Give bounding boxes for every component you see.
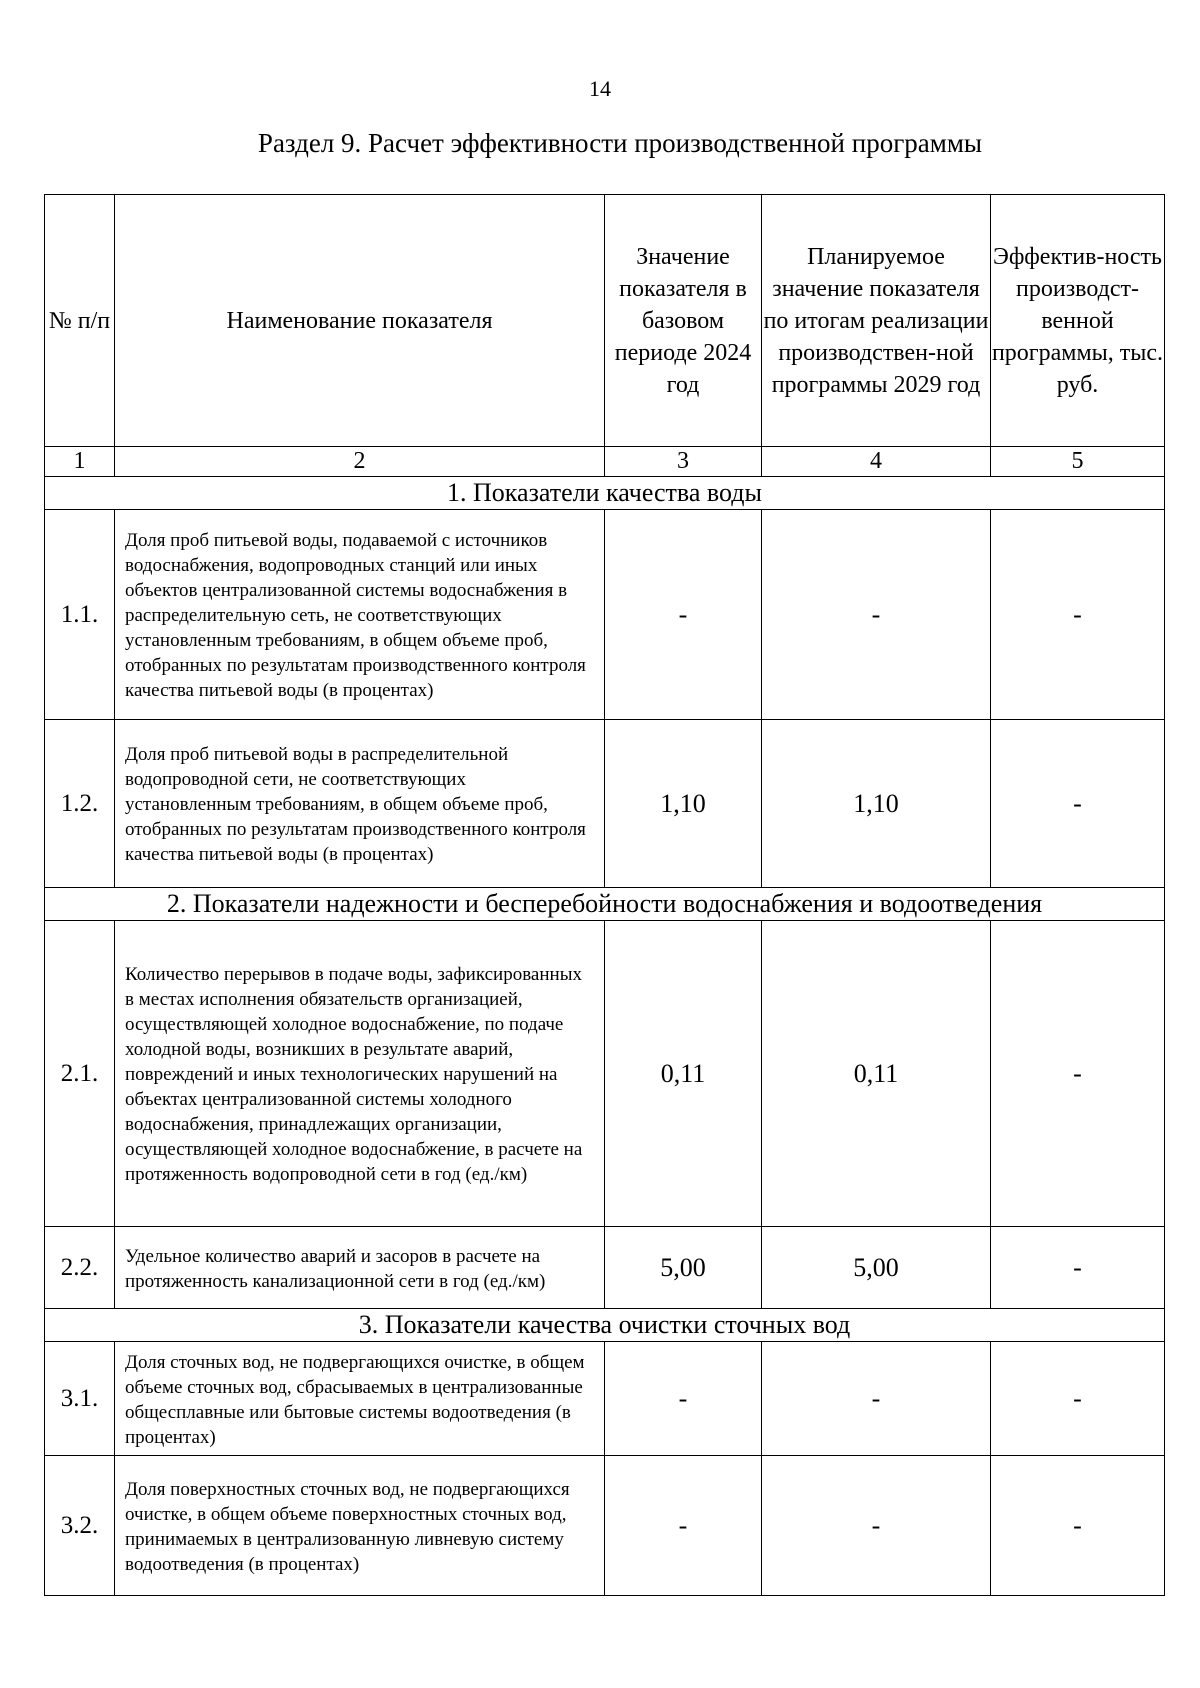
efficiency-table [44,194,1165,1596]
plan-value: - [762,1456,991,1596]
row-index: 3.2. [45,1456,115,1596]
section-title: Раздел 9. Расчет эффективности производственной программы [257,128,983,158]
effect-value: - [991,1456,1165,1596]
plan-value: 0,11 [762,921,991,1227]
plan-value: 5,00 [762,1227,991,1309]
indicator-name: Доля проб питьевой воды, подаваемой с источников водоснабжения, водопроводных станций или иных объектов централизованной системы водоснабжения в распределительную сеть, не соответствующих установленным требованиям, в общем объеме проб, отобранных по результатам производственного контроля качества питьевой воды (в процентах) [115,510,605,720]
table-row [45,1456,1165,1596]
group-row [45,1309,1165,1342]
column-number: 4 [762,447,991,477]
group-title: 2. Показатели надежности и бесперебойности водоснабжения и водоотведения [45,888,1165,921]
group-row [45,888,1165,921]
base-value: 1,10 [605,720,762,888]
group-title: 3. Показатели качества очистки сточных вод [45,1309,1165,1342]
header-cell: Значение показателя в базовом периоде 2024 год [605,195,762,447]
page-number: 14 [589,76,611,101]
group-title: 1. Показатели качества воды [45,477,1165,510]
column-number: 5 [991,447,1165,477]
column-number-row [45,447,1165,477]
table-row [45,1342,1165,1456]
row-index: 1.2. [45,720,115,888]
table-row [45,720,1165,888]
row-index: 1.1. [45,510,115,720]
group-row [45,477,1165,510]
base-value: - [605,1342,762,1456]
row-index: 3.1. [45,1342,115,1456]
effect-value: - [991,720,1165,888]
table-row [45,921,1165,1227]
base-value: 5,00 [605,1227,762,1309]
header-cell: Наименование показателя [115,195,605,447]
header-cell: Эффектив-ность производст-венной программы, тыс. руб. [991,195,1165,447]
base-value: 0,11 [605,921,762,1227]
plan-value: 1,10 [762,720,991,888]
base-value: - [605,1456,762,1596]
header-cell: Планируемое значение показателя по итогам реализации производствен-ной программы 2029 год [762,195,991,447]
indicator-name: Удельное количество аварий и засоров в расчете на протяженность канализационной сети в год (ед./км) [115,1227,605,1309]
indicator-name: Доля сточных вод, не подвергающихся очистке, в общем объеме сточных вод, сбрасываемых в централизованные общесплавные или бытовые системы водоотведения (в процентах) [115,1342,605,1456]
effect-value: - [991,1342,1165,1456]
effect-value: - [991,510,1165,720]
effect-value: - [991,1227,1165,1309]
indicator-name: Доля проб питьевой воды в распределительной водопроводной сети, не соответствующих установленным требованиям, в общем объеме проб, отобранных по результатам производственного контроля качества питьевой воды (в процентах) [115,720,605,888]
indicator-name: Количество перерывов в подаче воды, зафиксированных в местах исполнения обязательств организацией, осуществляющей холодное водоснабжение, по подаче холодной воды, возникших в результате аварий, повреждений и иных технологических нарушений на объектах централизованной системы холодного водоснабжения, принадлежащих организации, осуществляющей холодное водоснабжение, в расчете на протяженность водопроводной сети в год (ед./км) [115,921,605,1227]
column-number: 1 [45,447,115,477]
row-index: 2.1. [45,921,115,1227]
effect-value: - [991,921,1165,1227]
table-row [45,1227,1165,1309]
row-index: 2.2. [45,1227,115,1309]
table-row [45,510,1165,720]
column-number: 2 [115,447,605,477]
indicator-name: Доля поверхностных сточных вод, не подвергающихся очистке, в общем объеме поверхностных сточных вод, принимаемых в централизованную ливневую систему водоотведения (в процентах) [115,1456,605,1596]
column-number: 3 [605,447,762,477]
plan-value: - [762,510,991,720]
plan-value: - [762,1342,991,1456]
header-row [45,195,1165,447]
header-cell: № п/п [45,195,115,447]
base-value: - [605,510,762,720]
